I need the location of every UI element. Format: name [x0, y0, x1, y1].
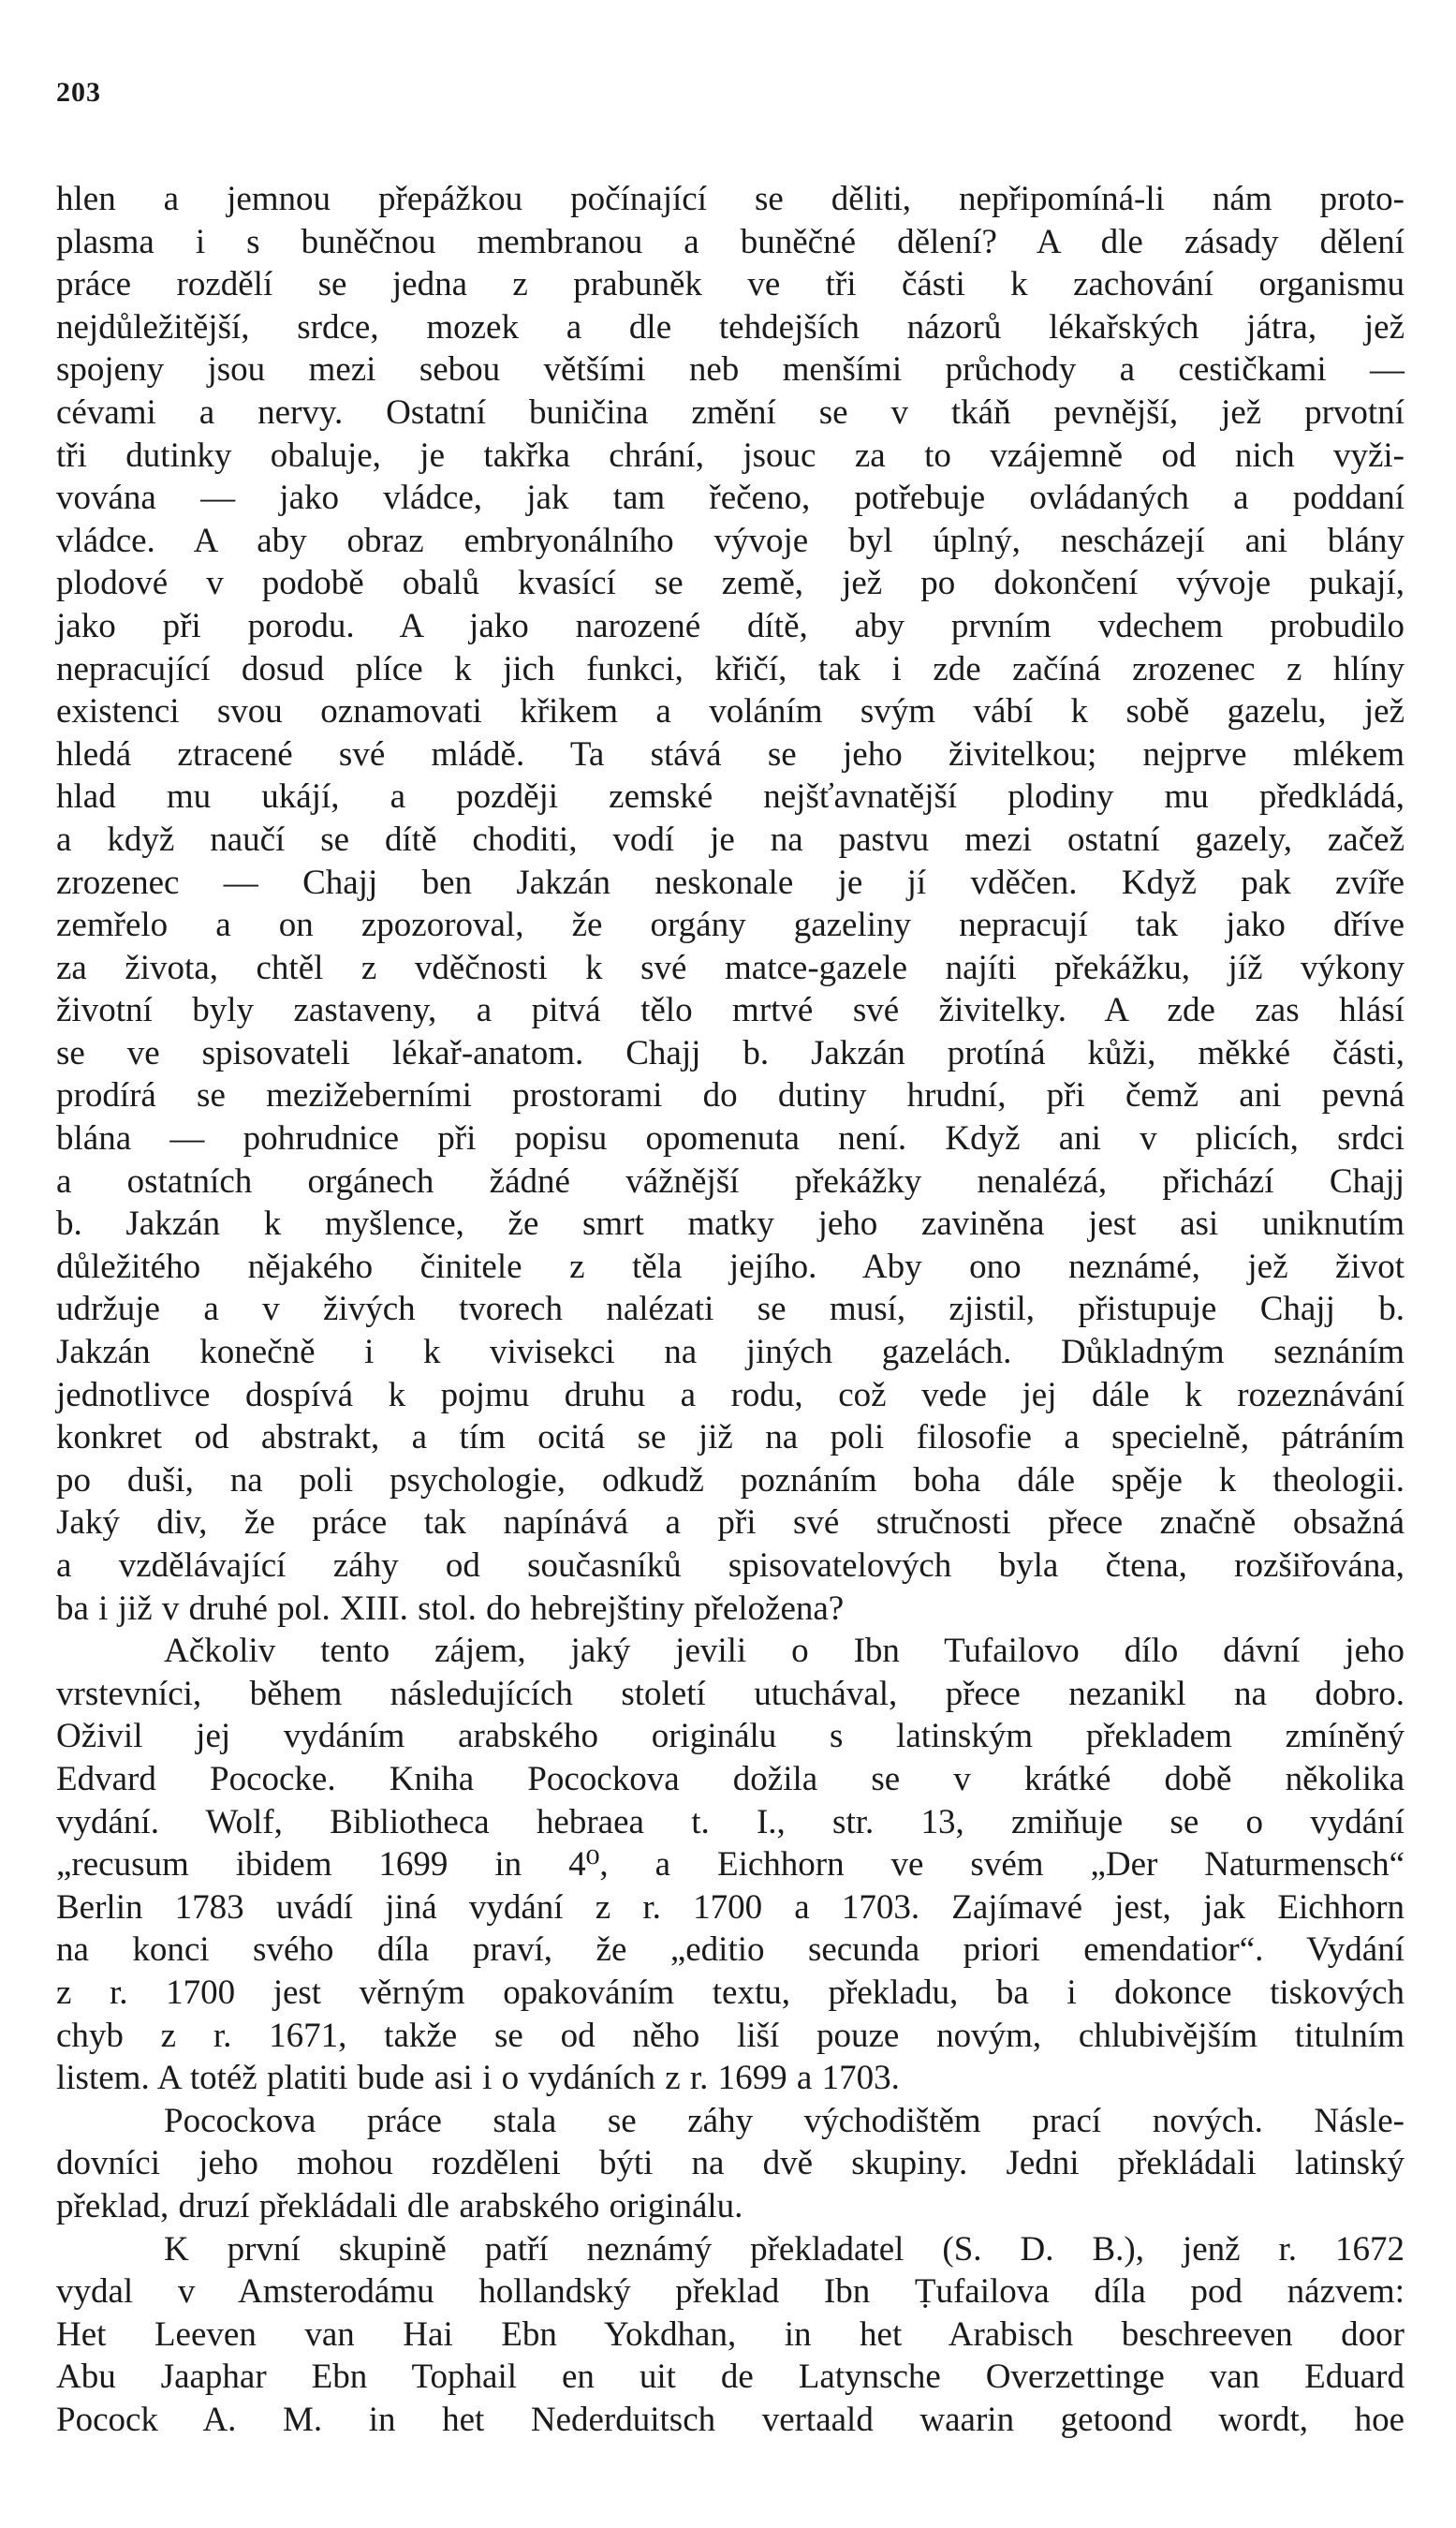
text-line: udržuje a v živých tvorech nalézati se musí, zjistil, přistupuje Chajj b.	[56, 1290, 1405, 1329]
text-line: vládce. A aby obraz embryonálního vývoje byl úplný, nescházejí ani blány	[56, 521, 1405, 560]
text-line: jednotlivce dospívá k pojmu druhu a rodu, což vede jej dále k rozeznávání	[56, 1375, 1405, 1414]
page-number: 203	[56, 77, 101, 108]
text-line: vydal v Amsterodámu hollandský překlad Ibn Ṭufailova díla pod názvem:	[56, 2272, 1405, 2312]
text-line: vována — jako vládce, jak tam řečeno, potřebuje ovládaných a poddaní	[56, 479, 1405, 518]
text-line: práce rozdělí se jedna z prabuněk ve tři části k zachování organismu	[56, 265, 1405, 304]
text-line: jako při porodu. A jako narozené dítě, aby prvním vdechem probudilo	[56, 606, 1405, 645]
text-line: tři dutinky obaluje, je takřka chrání, jsouc za to vzájemně od nich vyži-	[56, 436, 1405, 475]
text-line: Berlin 1783 uvádí jiná vydání z r. 1700 a 1703. Zajímavé jest, jak Eichhorn	[56, 1887, 1405, 1927]
paragraph	[56, 2100, 1405, 2228]
text-line: a vzdělávající záhy od současníků spisovatelových byla čtena, rozšiřována,	[56, 1546, 1405, 1585]
text-line: b. Jakzán k myšlence, že smrt matky jeho zaviněna jest asi uniknutím	[56, 1205, 1405, 1244]
text-line: a ostatních orgánech žádné vážnější překážky nenalézá, přichází Chajj	[56, 1161, 1405, 1201]
text-line: Edvard Pococke. Kniha Pocockova dožila se v krátké době několika	[56, 1759, 1405, 1798]
text-line: Pocockova práce stala se záhy východištěm prací nových. Násle-	[164, 2101, 1405, 2140]
text-line: z r. 1700 jest věrným opakováním textu, překladu, ba i dokonce tiskových	[56, 1973, 1405, 2012]
text-line: listem. A totéž platiti bude asi i o vydáních z r. 1699 a 1703.	[56, 2059, 900, 2098]
text-line: zrozenec — Chajj ben Jakzán neskonale je jí vděčen. Když pak zvíře	[56, 863, 1405, 902]
text-line: konkret od abstrakt, a tím ocitá se již na poli filosofie a specielně, pátráním	[56, 1418, 1405, 1457]
text-line: Ačkoliv tento zájem, jaký jevili o Ibn Tufailovo dílo dávní jeho	[164, 1632, 1405, 1671]
text-line: Jaký div, že práce tak napínává a při své stručnosti přece značně obsažná	[56, 1503, 1405, 1543]
text-line: vrstevníci, během následujících století utuchával, přece nezanikl na dobro.	[56, 1674, 1405, 1713]
text-line: dovníci jeho mohou rozděleni býti na dvě skupiny. Jedni překládali latinský	[56, 2144, 1405, 2183]
text-line: vydání. Wolf, Bibliotheca hebraea t. I., str. 13, zmiňuje se o vydání	[56, 1802, 1405, 1841]
text-line: překlad, druzí překládali dle arabského originálu.	[56, 2186, 743, 2225]
text-line: nejdůležitější, srdce, mozek a dle tehdejších názorů lékařských játra, jež	[56, 307, 1405, 347]
text-line: životní byly zastaveny, a pitvá tělo mrtvé své živitelky. A zde zas hlásí	[56, 991, 1405, 1030]
paragraph	[56, 1630, 1405, 2100]
text-line: existenci svou oznamovati křikem a voláním svým vábí k sobě gazelu, jež	[56, 692, 1405, 732]
text-line: Abu Jaaphar Ebn Tophail en uit de Latynsche Overzettinge van Eduard	[56, 2358, 1405, 2397]
text-line: cévami a nervy. Ostatní buničina změní se v tkáň pevnější, jež prvotní	[56, 392, 1405, 432]
text-line: plasma i s buněčnou membranou a buněčné dělení? A dle zásady dělení	[56, 222, 1405, 261]
text-line: na konci svého díla praví, že „editio secunda priori emendatior“. Vydání	[56, 1930, 1405, 1970]
text-line: ba i již v druhé pol. XIII. stol. do hebrejštiny přeložena?	[56, 1589, 845, 1628]
text-line: hledá ztracené své mládě. Ta stává se jeho živitelkou; nejprve mlékem	[56, 734, 1405, 774]
text-line: spojeny jsou mezi sebou většími neb menšími průchody a cestičkami —	[56, 350, 1405, 390]
text-line: hlen a jemnou přepážkou počínající se děliti, nepřipomíná-li nám proto-	[56, 180, 1405, 218]
text-line: Pocock A. M. in het Nederduitsch vertaald waarin getoond wordt, hoe	[56, 2400, 1405, 2439]
text-line: prodírá se mezižeberními prostorami do dutiny hrudní, při čemž ani pevná	[56, 1076, 1405, 1116]
paragraph	[56, 178, 1405, 1630]
text-line: nepracující dosud plíce k jich funkci, křičí, tak i zde začíná zrozenec z hlíny	[56, 649, 1405, 688]
text-line: Jakzán konečně i k vivisekci na jiných gazelách. Důkladným seznáním	[56, 1333, 1405, 1372]
text-line: důležitého nějakého činitele z těla jejího. Aby ono neznámé, jež život	[56, 1247, 1405, 1286]
text-line: za života, chtěl z vděčnosti k své matce-gazele najíti překážku, jíž výkony	[56, 948, 1405, 987]
paragraph	[56, 2228, 1405, 2442]
text-line: Oživil jej vydáním arabského originálu s latinským překladem zmíněný	[56, 1717, 1405, 1756]
text-line: K první skupině patří neznámý překladatel (S. D. B.), jenž r. 1672	[164, 2229, 1405, 2269]
body-text	[56, 178, 1405, 2441]
text-line: zemřelo a on zpozoroval, že orgány gazeliny nepracují tak jako dříve	[56, 906, 1405, 945]
text-line: a když naučí se dítě choditi, vodí je na pastvu mezi ostatní gazely, začež	[56, 820, 1405, 859]
text-line: blána — pohrudnice při popisu opomenuta není. Když ani v plicích, srdci	[56, 1119, 1405, 1159]
text-line: hlad mu ukájí, a později zemské nejšťavnatější plodiny mu předkládá,	[56, 777, 1405, 817]
text-line: Het Leeven van Hai Ebn Yokdhan, in het Arabisch beschreeven door	[56, 2314, 1405, 2354]
text-line: se ve spisovateli lékař-anatom. Chajj b. Jakzán protíná kůži, měkké části,	[56, 1033, 1405, 1072]
text-line: plodové v podobě obalů kvasící se země, jež po dokončení vývoje pukají,	[56, 564, 1405, 603]
text-line: chyb z r. 1671, takže se od něho liší pouze novým, chlubivějším titulním	[56, 2016, 1405, 2055]
text-line: „recusum ibidem 1699 in 4⁰, a Eichhorn ve svém „Der Naturmensch“	[56, 1845, 1405, 1885]
text-line: po duši, na poli psychologie, odkudž poznáním boha dále spěje k theologii.	[56, 1460, 1405, 1500]
